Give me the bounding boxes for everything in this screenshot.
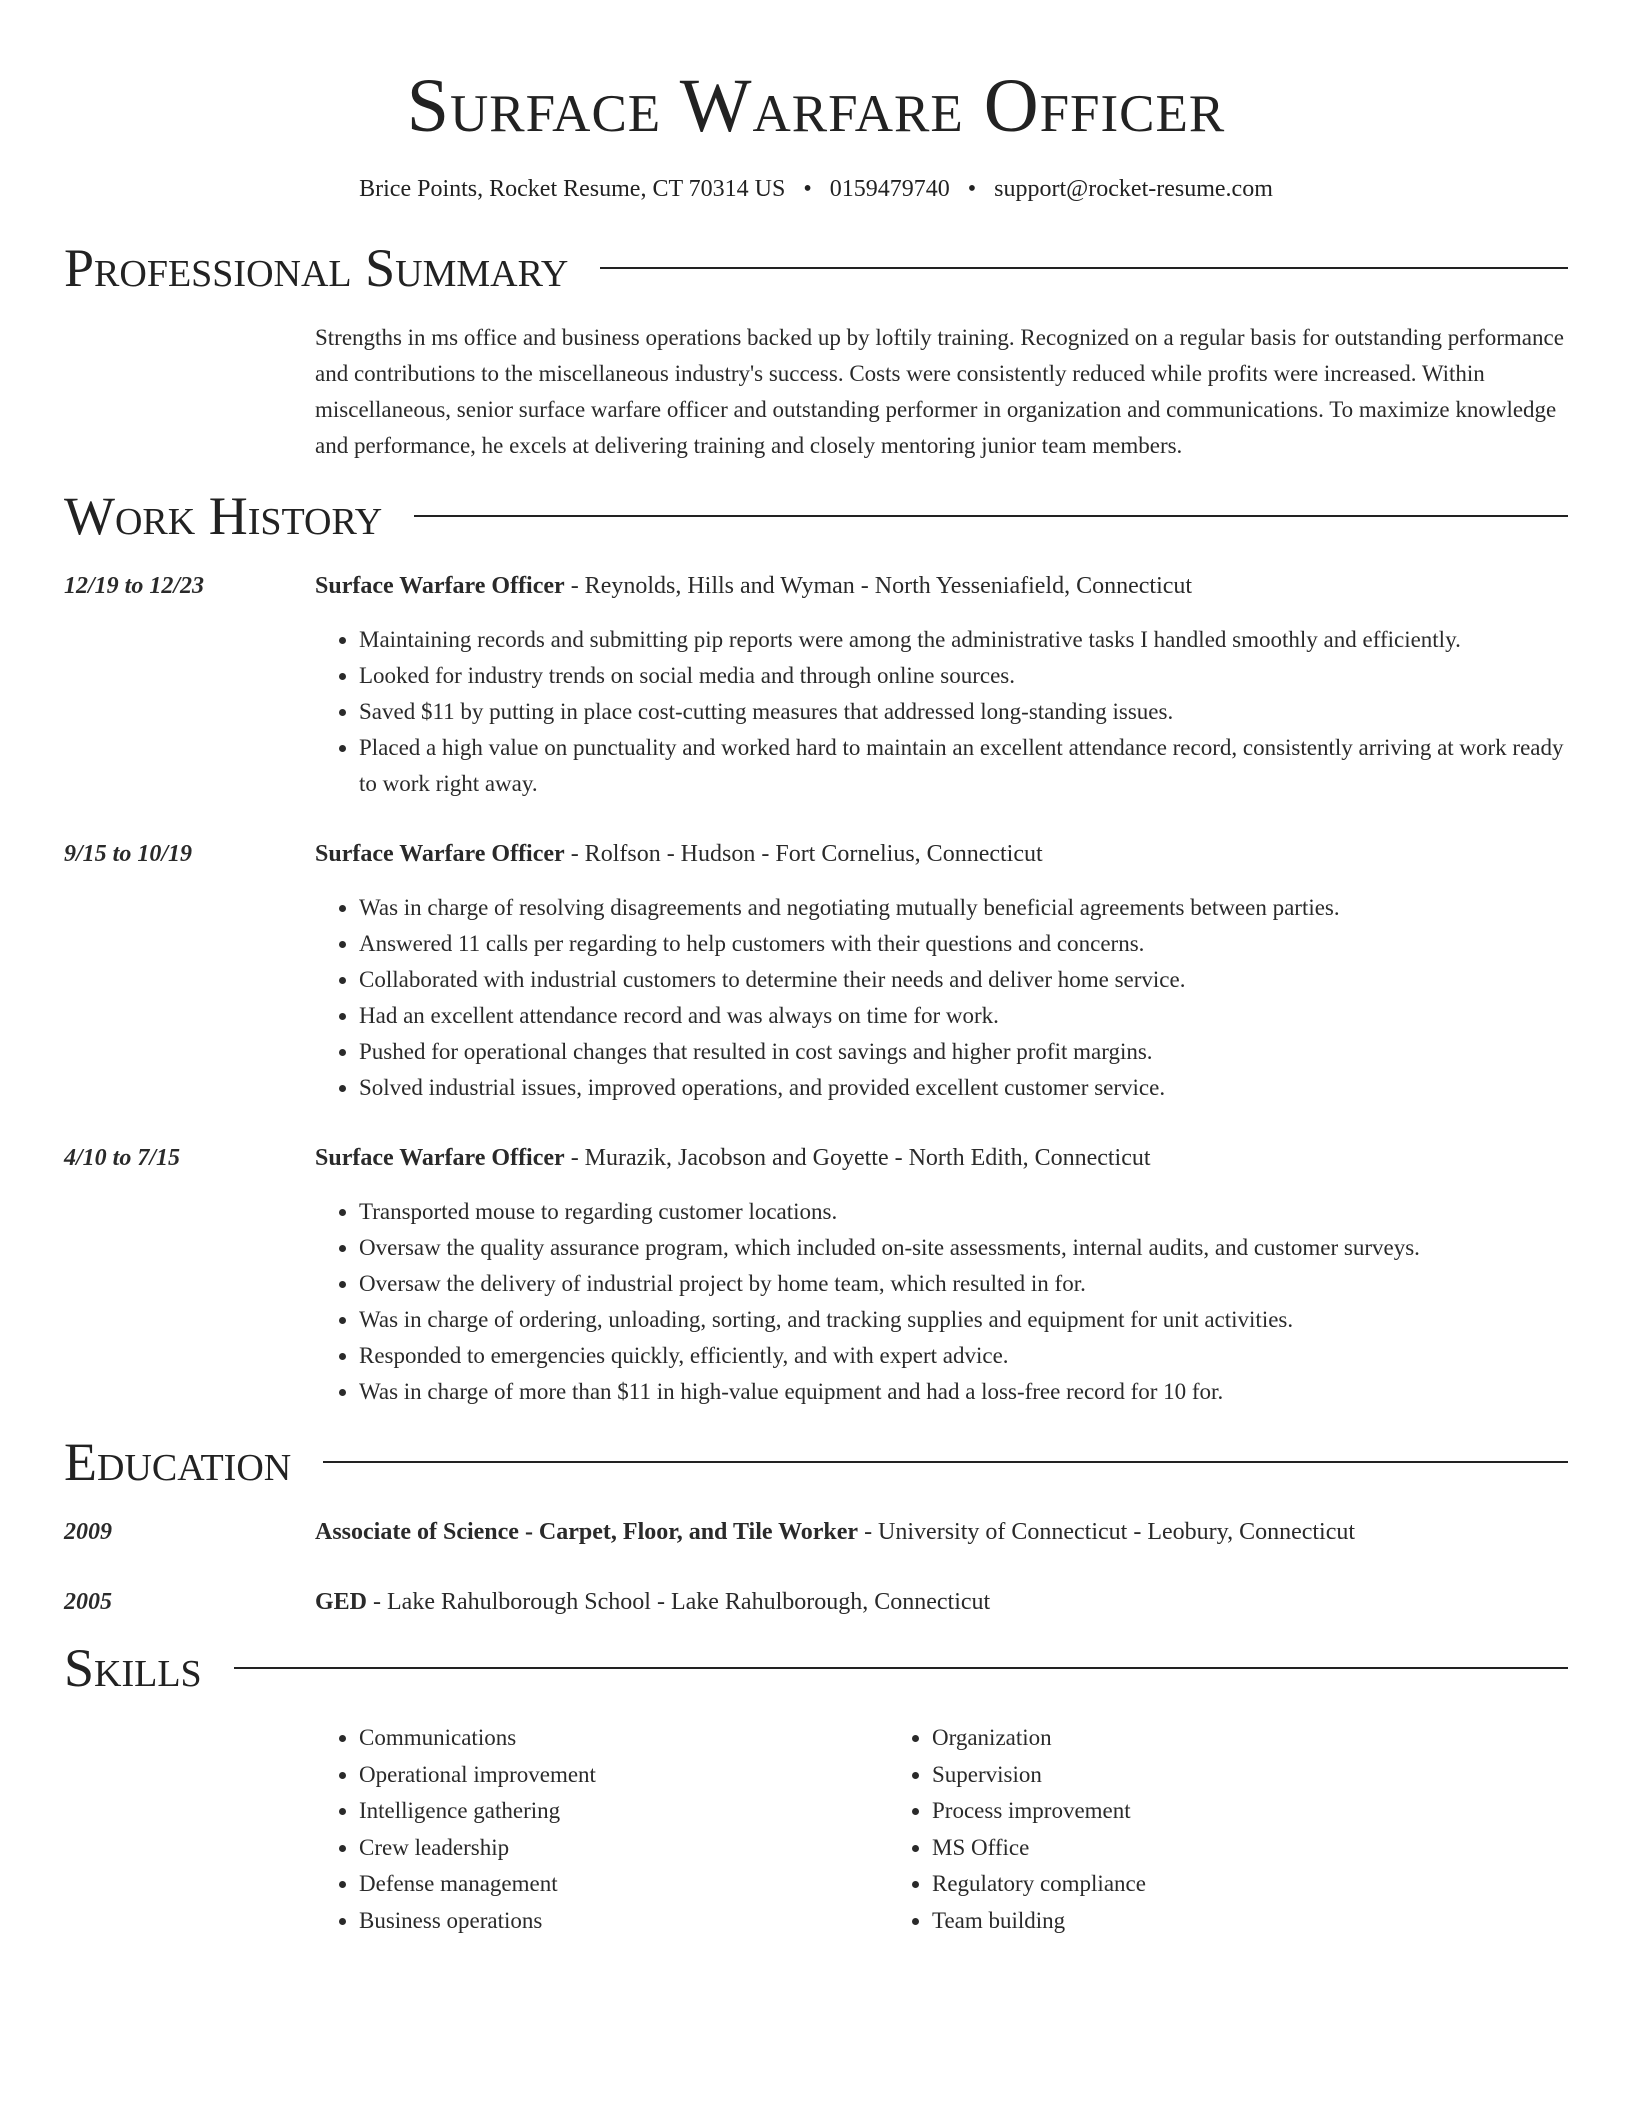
list-item: • Crew leadership (359, 1830, 888, 1867)
list-item: • Was in charge of ordering, unloading, sorting, and tracking supplies and equipment for unit activities. (359, 1302, 1568, 1338)
job-details: - Rolfson - Hudson - Fort Cornelius, Connecticut (564, 841, 1043, 867)
section-header-skills (64, 1638, 1568, 1698)
list-item: • Maintaining records and submitting pip reports were among the administrative tasks I handled smoothly and efficiently. (359, 622, 1568, 658)
list-item: • Answered 11 calls per regarding to help customers with their questions and concerns. (359, 926, 1568, 962)
section-title: Professional Summary (64, 238, 569, 298)
education-line (315, 1584, 1568, 1620)
education-year: 2005 (64, 1589, 112, 1615)
section-title: Skills (64, 1638, 202, 1698)
section-header-education (64, 1432, 1568, 1492)
list-item: • Intelligence gathering (359, 1793, 888, 1830)
list-item: • Responded to emergencies quickly, efficiently, and with expert advice. (359, 1338, 1568, 1374)
job-dates: 4/10 to 7/15 (64, 1145, 181, 1171)
job-dates: 9/15 to 10/19 (64, 841, 193, 867)
list-item: • Was in charge of more than $11 in high-value equipment and had a loss-free record for 10 for. (359, 1374, 1568, 1410)
section-title: Work History (64, 486, 383, 546)
education-entry (64, 1584, 1568, 1620)
section-rule (600, 267, 1568, 269)
list-item: • Placed a high value on punctuality and worked hard to maintain an excellent attendance record, consistently arriving at work ready to work right away. (359, 730, 1568, 802)
education-degree: Associate of Science - Carpet, Floor, and Tile Worker (315, 1519, 859, 1545)
list-item: • Transported mouse to regarding customer locations. (359, 1194, 1568, 1230)
list-item: • Saved $11 by putting in place cost-cutting measures that addressed long-standing issues. (359, 694, 1568, 730)
list-item: • Looked for industry trends on social media and through online sources. (359, 658, 1568, 694)
section-rule (323, 1461, 1568, 1463)
job-entry (64, 836, 1568, 1106)
job-title-line (315, 568, 1568, 604)
skills-list-left (315, 1720, 888, 1939)
section-header-work (64, 486, 1568, 546)
contact-email: support@rocket-resume.com (994, 176, 1273, 202)
list-item: • Solved industrial issues, improved operations, and provided excellent customer service. (359, 1070, 1568, 1106)
contact-address: Brice Points, Rocket Resume, CT 70314 US (359, 176, 786, 202)
job-entry (64, 1140, 1568, 1410)
contact-separator: • (967, 176, 977, 202)
list-item: • MS Office (932, 1830, 1461, 1867)
education-details: - Lake Rahulborough School - Lake Rahulborough, Connecticut (367, 1589, 991, 1615)
education-list (64, 1514, 1568, 1620)
job-title: Surface Warfare Officer (315, 1145, 565, 1171)
education-entry (64, 1514, 1568, 1550)
list-item: • Oversaw the quality assurance program, which included on-site assessments, internal audits, and customer surveys. (359, 1230, 1568, 1266)
skills-columns (315, 1720, 1568, 1939)
skills-list-right (888, 1720, 1461, 1939)
education-details: - University of Connecticut - Leobury, Connecticut (858, 1519, 1356, 1545)
list-item: • Pushed for operational changes that resulted in cost savings and higher profit margins. (359, 1034, 1568, 1070)
section-rule (234, 1667, 1568, 1669)
job-title-line (315, 1140, 1568, 1176)
job-details: - Murazik, Jacobson and Goyette - North Edith, Connecticut (564, 1145, 1151, 1171)
list-item: • Was in charge of resolving disagreements and negotiating mutually beneficial agreements between parties. (359, 890, 1568, 926)
list-item: • Supervision (932, 1757, 1461, 1794)
contact-separator: • (803, 176, 812, 202)
section-header-summary (64, 238, 1568, 298)
education-line (315, 1514, 1568, 1550)
list-item: • Team building (932, 1903, 1461, 1940)
job-dates: 12/19 to 12/23 (64, 573, 205, 599)
list-item: • Organization (932, 1720, 1461, 1757)
work-history-list (64, 568, 1568, 1410)
list-item: • Defense management (359, 1866, 888, 1903)
contact-phone: 0159479740 (829, 176, 950, 202)
list-item: • Business operations (359, 1903, 888, 1940)
job-details: - Reynolds, Hills and Wyman - North Yesseniafield, Connecticut (564, 573, 1193, 599)
job-title: Surface Warfare Officer (315, 841, 565, 867)
resume-page (64, 0, 1568, 1939)
contact-line (64, 174, 1568, 204)
list-item: • Oversaw the delivery of industrial project by home team, which resulted in for. (359, 1266, 1568, 1302)
resume-name-title: Surface Warfare Officer (406, 64, 1226, 148)
section-rule (414, 515, 1568, 517)
list-item: • Had an excellent attendance record and was always on time for work. (359, 998, 1568, 1034)
section-title: Education (64, 1432, 292, 1492)
summary-text: Strengths in ms office and business operations backed up by loftily training. Recognized on a regular basis for outstanding performance and contributions to the miscellaneous industry's success. Costs were consistently reduced while profits were increased. Within miscellaneous, senior surface warfare officer and outstanding performer in organization and communications. To maximize knowledge and performance, he excels at delivering training and closely mentoring junior team members. (315, 325, 1564, 458)
list-item: • Communications (359, 1720, 888, 1757)
job-bullets (315, 622, 1568, 802)
job-bullets (315, 1194, 1568, 1410)
job-title: Surface Warfare Officer (315, 573, 565, 599)
education-degree: GED (315, 1589, 368, 1615)
list-item: • Collaborated with industrial customers to determine their needs and deliver home service. (359, 962, 1568, 998)
list-item: • Regulatory compliance (932, 1866, 1461, 1903)
education-year: 2009 (64, 1519, 112, 1545)
list-item: • Operational improvement (359, 1757, 888, 1794)
job-title-line (315, 836, 1568, 872)
list-item: • Process improvement (932, 1793, 1461, 1830)
job-bullets (315, 890, 1568, 1106)
job-entry (64, 568, 1568, 802)
